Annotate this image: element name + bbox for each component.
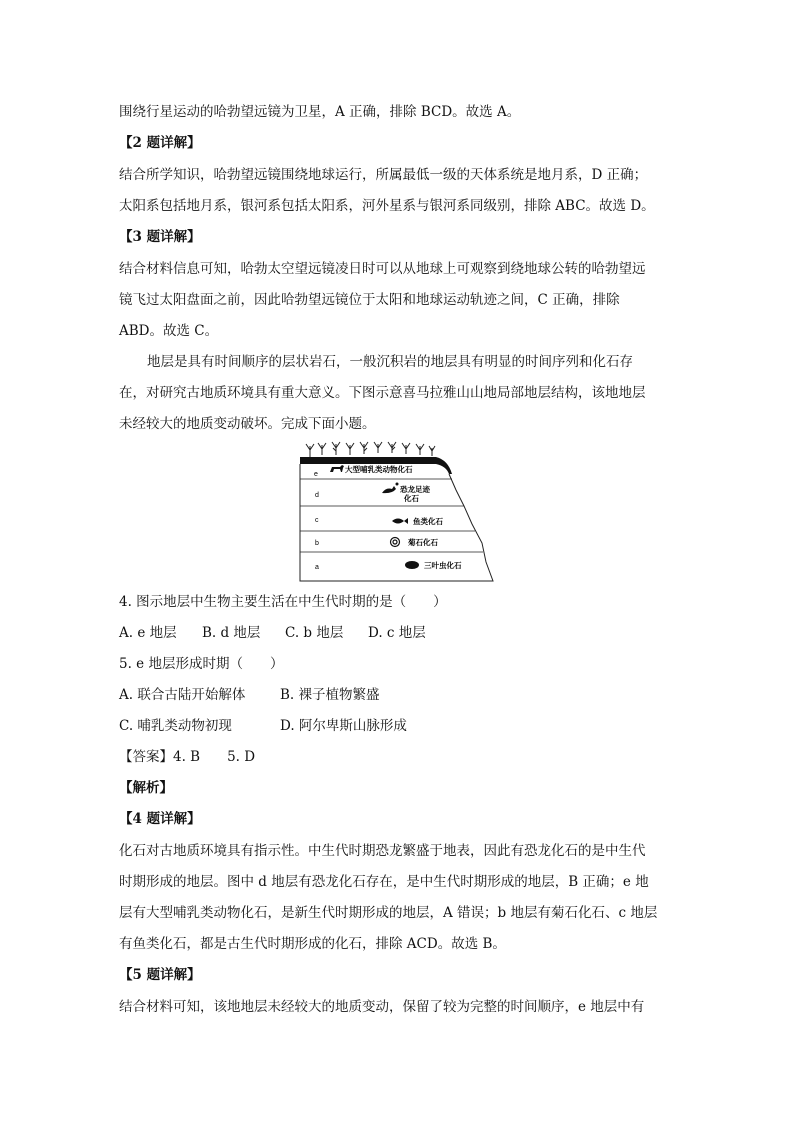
q5-option-c[interactable]: C. 哺乳类动物初现 [119,718,232,734]
text-line: 太阳系包括地月系，银河系包括太阳系，河外星系与银河系同级别，排除 ABC。故选 D。 [119,198,655,214]
text-line: ABD。故选 C。 [119,323,219,339]
q4-option-a[interactable]: A. e 地层 [119,625,177,641]
strata-figure [296,440,504,585]
plants-icon [306,442,435,457]
text-line: 时期形成的地层。图中 d 地层有恐龙化石存在，是中生代时期形成的地层，B 正确；e 地 [119,874,649,890]
label-dinosaur-fossil-2: 化石 [404,494,419,503]
layer-letter-e: e [314,471,318,478]
question-5: 5. e 地层形成时期（ ） [119,656,284,672]
text-line: 结合材料信息可知，哈勃太空望远镜凌日时可以从地球上可观察到绕地球公转的哈勃望远 [119,261,646,277]
q4-option-d[interactable]: D. c 地层 [368,625,426,641]
layer-letter-d: d [315,492,319,499]
section-heading: 【5 题详解】 [119,967,201,983]
text-line: 化石对古地质环境具有指示性。中生代时期恐龙繁盛于地表，因此有恐龙化石的是中生代 [119,843,646,859]
ammonite-fossil-icon [391,538,400,547]
text-line: 结合所学知识，哈勃望远镜围绕地球运行，所属最低一级的天体系统是地月系，D 正确； [119,167,648,183]
label-ammonite-fossil: 菊石化石 [408,538,438,547]
text-line: 有鱼类化石，都是古生代时期形成的化石，排除 ACD。故选 B。 [119,936,506,952]
label-mammal-fossil: 大型哺乳类动物化石 [345,465,413,474]
text-line: 在，对研究古地质环境具有重大意义。下图示意喜马拉雅山山地局部地层结构，该地地层 [119,385,646,401]
answer-line: 【答案】4. B 5. D [119,749,256,765]
layer-letter-c: c [315,517,319,524]
text-line: 未经较大的地质变动破坏。完成下面小题。 [119,416,376,432]
dinosaur-footprint-icon [382,483,399,494]
label-fish-fossil: 鱼类化石 [413,517,443,526]
layer-letter-a: a [315,564,319,571]
section-heading: 【2 题详解】 [119,135,201,151]
text-line: 层有大型哺乳类动物化石，是新生代时期形成的地层，A 错误；b 地层有菊石化石、c 地层 [119,905,658,921]
layer-letter-b: b [315,540,319,547]
q4-option-b[interactable]: B. d 地层 [202,625,261,641]
text-line: 地层是具有时间顺序的层状岩石，一般沉积岩的地层具有明显的时间序列和化石存 [147,354,633,370]
label-dinosaur-fossil: 恐龙足迹 [400,485,430,494]
text-line: 围绕行星运动的哈勃望远镜为卫星，A 正确，排除 BCD。故选 A。 [119,104,521,120]
text-line: 镜飞过太阳盘面之前，因此哈勃望远镜位于太阳和地球运动轨迹之间，C 正确，排除 [119,292,620,308]
q4-option-c[interactable]: C. b 地层 [285,625,344,641]
section-heading: 【4 题详解】 [119,811,201,827]
label-trilobite-fossil: 三叶虫化石 [424,561,462,570]
section-heading: 【3 题详解】 [119,229,201,245]
trilobite-fossil-icon [405,561,419,569]
question-4: 4. 图示地层中生物主要生活在中生代时期的是（ ） [119,594,447,610]
q5-option-b[interactable]: B. 裸子植物繁盛 [280,687,380,703]
q5-option-d[interactable]: D. 阿尔卑斯山脉形成 [280,718,407,734]
fish-fossil-icon [392,518,408,524]
mammal-fossil-icon [330,465,344,472]
q5-option-a[interactable]: A. 联合古陆开始解体 [119,687,246,703]
analysis-heading: 【解析】 [119,780,173,796]
text-line: 结合材料可知，该地地层未经较大的地质变动，保留了较为完整的时间顺序，e 地层中有 [119,999,645,1015]
